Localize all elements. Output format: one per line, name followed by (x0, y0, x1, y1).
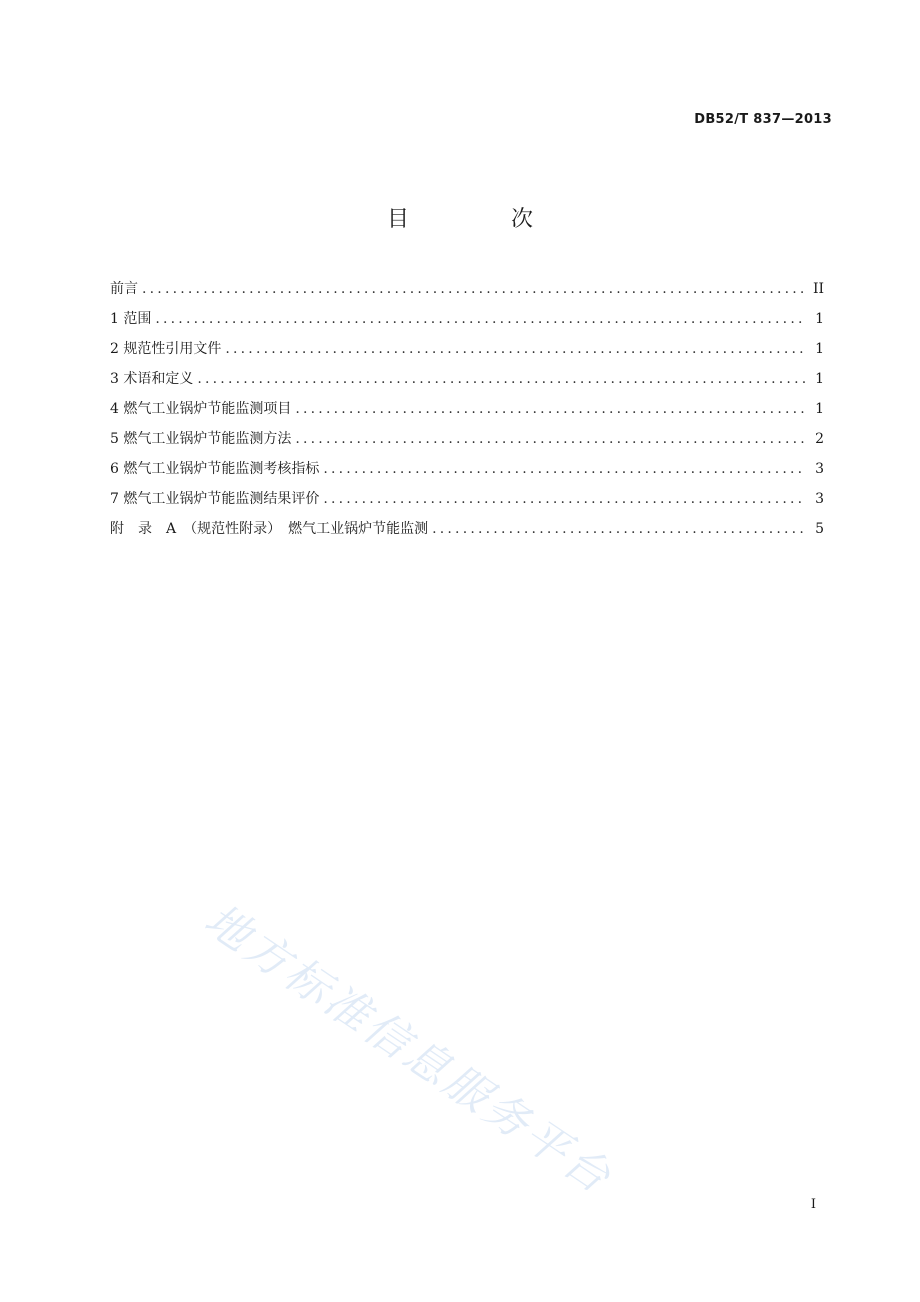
table-of-contents (110, 278, 824, 548)
toc-leader-dots (225, 341, 806, 357)
toc-entry-label: 4 燃气工业锅炉节能监测项目 (110, 401, 292, 417)
toc-entry-label: 6 燃气工业锅炉节能监测考核指标 (110, 461, 320, 477)
toc-entry-terms-definitions[interactable] (110, 368, 824, 398)
toc-entry-page: 3 (815, 461, 824, 477)
toc-leader-dots (323, 461, 806, 477)
watermark: 地方标准信息服务平台 (195, 894, 622, 1205)
toc-leader-dots (295, 401, 806, 417)
toc-entry-page: 1 (815, 401, 824, 417)
page-title: 目 次 (386, 207, 573, 232)
toc-leader-dots (323, 491, 806, 507)
toc-entry-label: 3 术语和定义 (110, 371, 194, 387)
toc-entry-result-evaluation[interactable] (110, 488, 824, 518)
toc-entry-label: 附 录 A （规范性附录） 燃气工业锅炉节能监测 (110, 521, 429, 537)
toc-entry-page: 3 (815, 491, 824, 507)
toc-entry-page: 1 (815, 341, 824, 357)
toc-entry-page: 5 (815, 521, 824, 537)
toc-leader-dots (197, 371, 806, 387)
toc-leader-dots (295, 431, 806, 447)
toc-entry-label: 前言 (110, 281, 138, 297)
standard-code: DB52/T 837—2013 (694, 112, 832, 127)
toc-entry-label: 1 范围 (110, 311, 152, 327)
toc-leader-dots (155, 311, 806, 327)
toc-entry-page: 2 (815, 431, 824, 447)
toc-entry-monitoring-items[interactable] (110, 398, 824, 428)
toc-entry-annex-a[interactable] (110, 518, 824, 548)
toc-entry-page: 1 (815, 371, 824, 387)
page-number: I (810, 1197, 816, 1212)
toc-entry-page: 1 (815, 311, 824, 327)
toc-entry-monitoring-methods[interactable] (110, 428, 824, 458)
toc-entry-label: 2 规范性引用文件 (110, 341, 222, 357)
toc-entry-page: II (812, 281, 824, 297)
toc-entry-normative-references[interactable] (110, 338, 824, 368)
toc-entry-assessment-indicators[interactable] (110, 458, 824, 488)
toc-leader-dots (432, 521, 806, 537)
toc-entry-label: 5 燃气工业锅炉节能监测方法 (110, 431, 292, 447)
toc-entry-scope[interactable] (110, 308, 824, 338)
toc-entry-foreword[interactable] (110, 278, 824, 308)
toc-entry-label: 7 燃气工业锅炉节能监测结果评价 (110, 491, 320, 507)
toc-leader-dots (142, 281, 805, 297)
